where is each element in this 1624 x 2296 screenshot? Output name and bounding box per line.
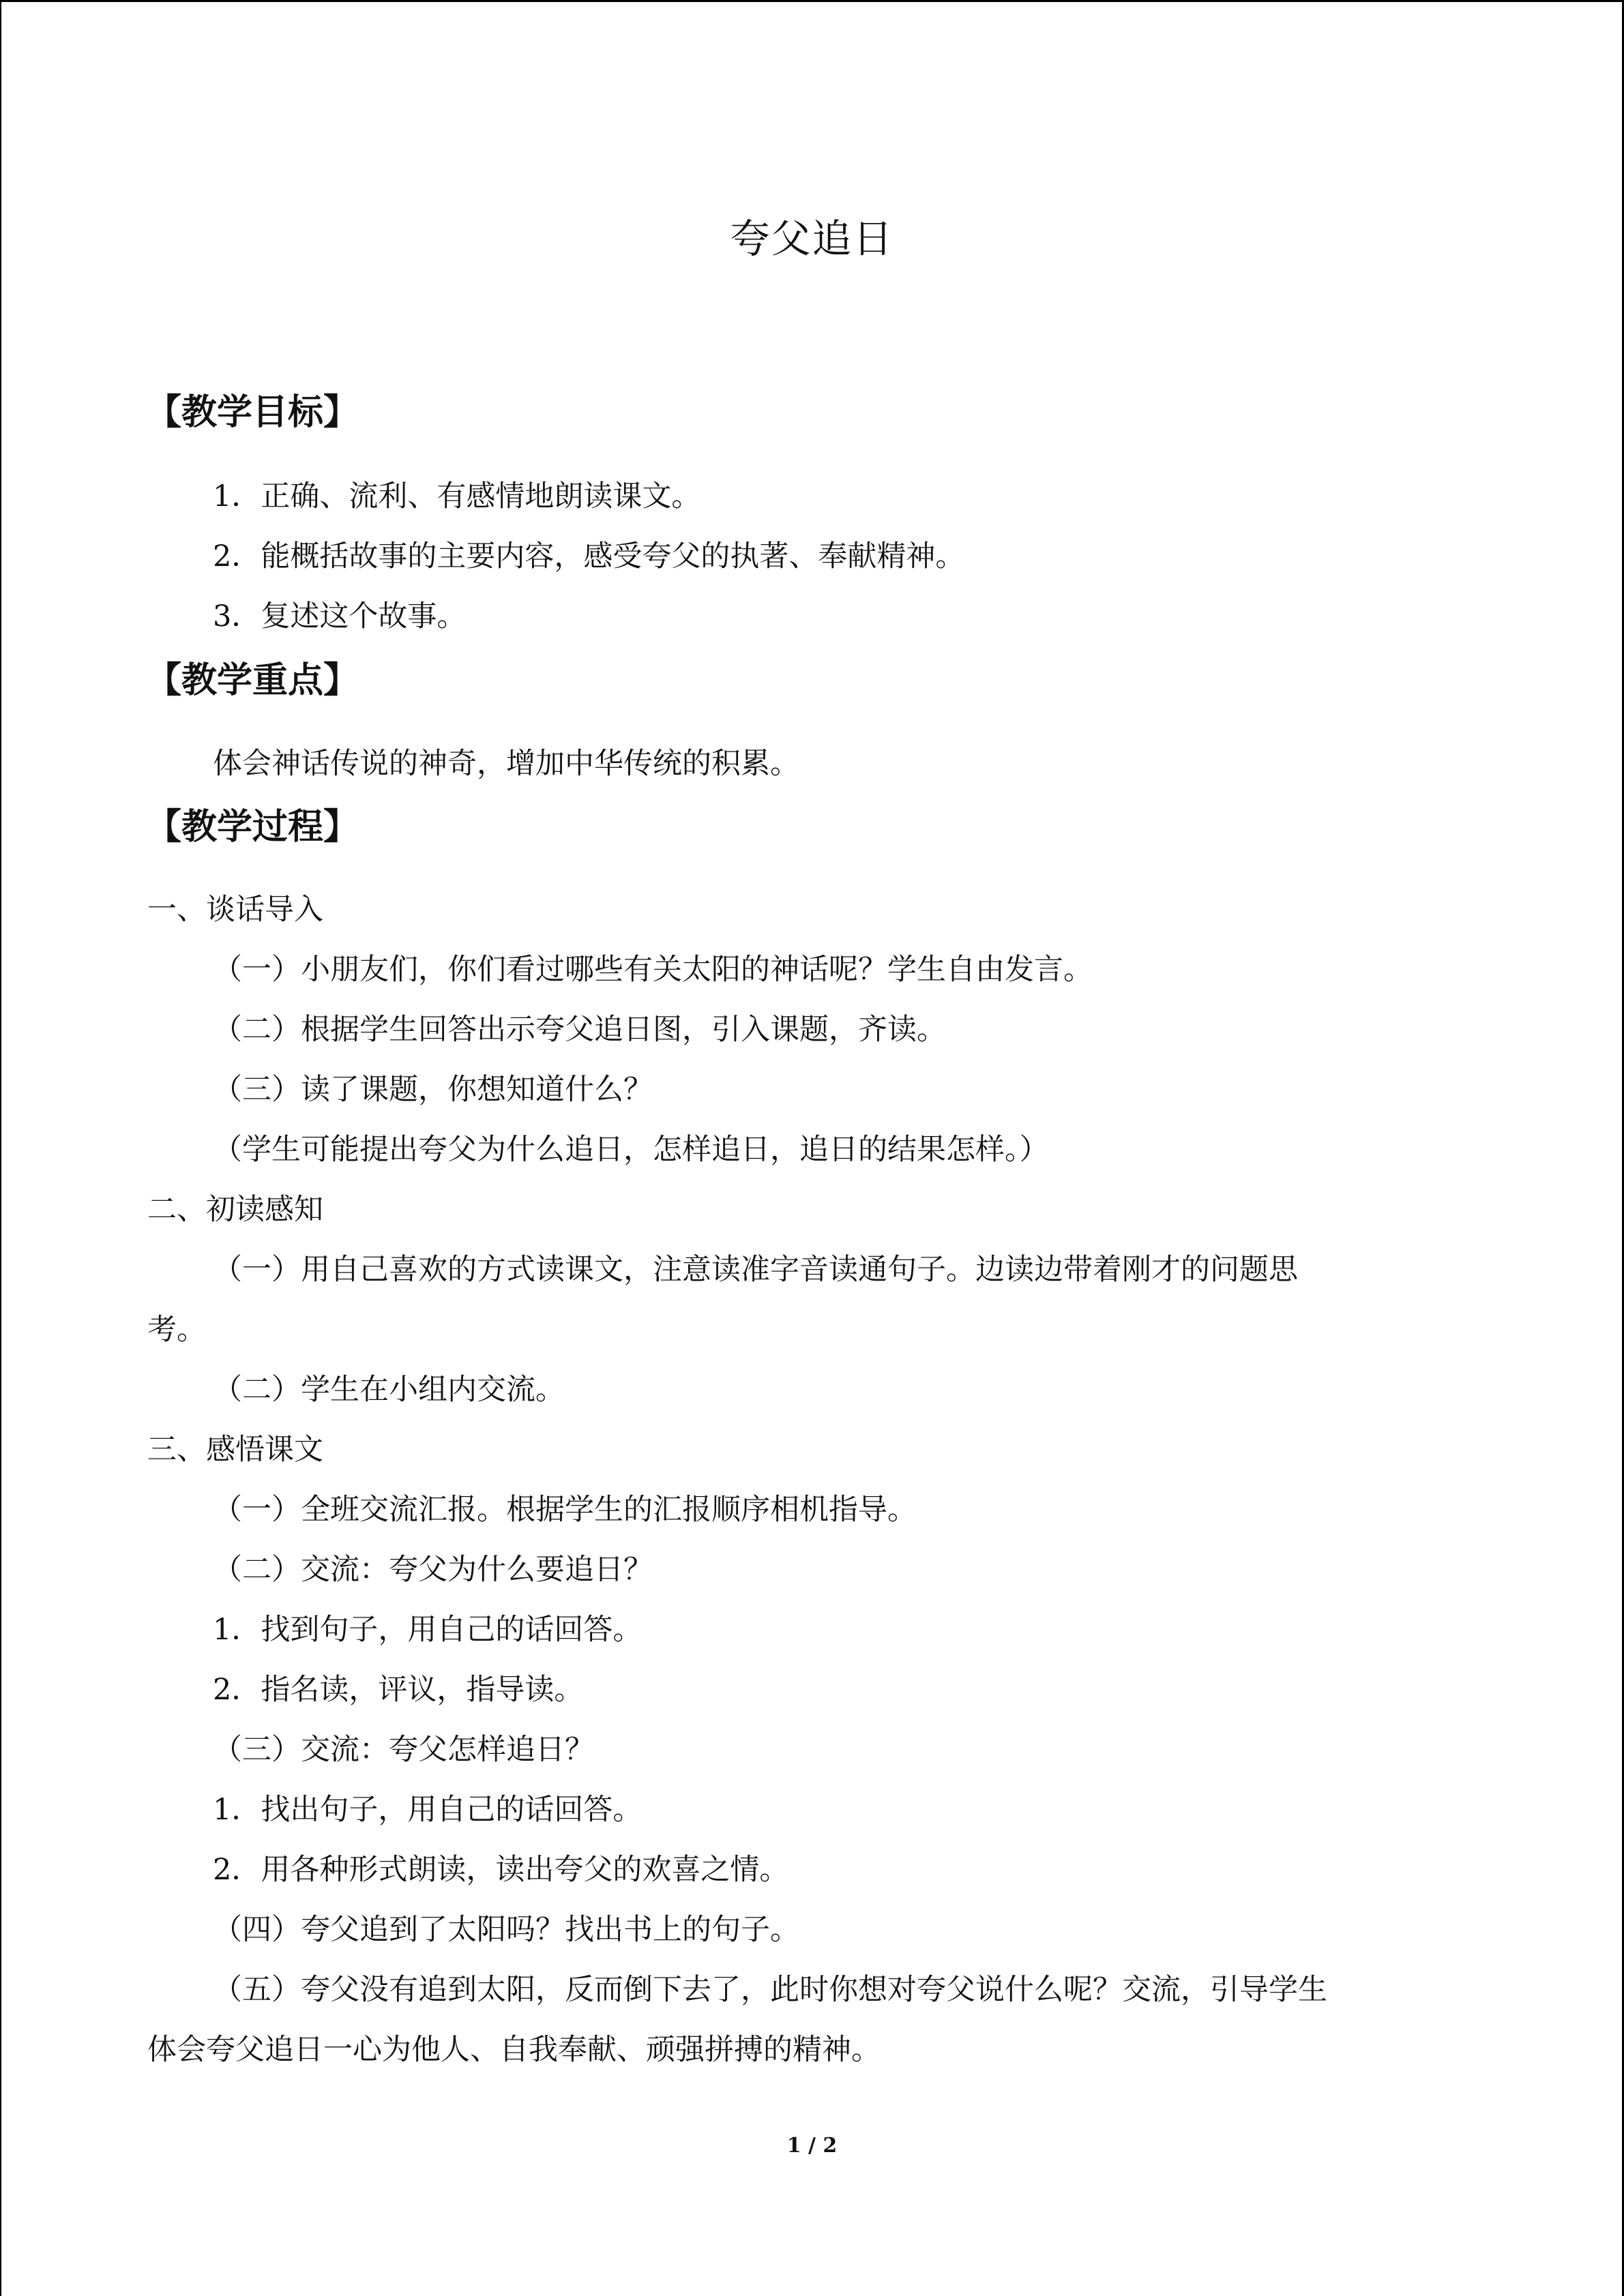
- process-line: 1．找出句子，用自己的话回答。: [213, 1793, 643, 1827]
- process-line-continuation: 体会夸父追日一心为他人、自我奉献、顽强拼搏的精神。: [147, 2033, 881, 2067]
- process-line: （二）交流：夸父为什么要追日？: [213, 1553, 653, 1587]
- key-points-heading: 【教学重点】: [146, 660, 359, 701]
- process-line: （二）学生在小组内交流。: [213, 1373, 565, 1407]
- process-line: （学生可能提出夸父为什么追日，怎样追日，追日的结果怎样。）: [213, 1133, 1049, 1167]
- left-border: [0, 0, 1, 2296]
- objective-item: 1．正确、流利、有感情地朗读课文。: [213, 479, 701, 513]
- objectives-heading: 【教学目标】: [146, 392, 359, 433]
- process-line: （五）夸父没有追到太阳，反而倒下去了，此时你想对夸父说什么呢？交流，引导学生: [213, 1973, 1327, 2007]
- process-line: 2．指名读，评议，指导读。: [213, 1673, 584, 1707]
- process-section-title: 一、谈话导入: [147, 893, 323, 927]
- process-line: （一）全班交流汇报。根据学生的汇报顺序相机指导。: [213, 1493, 917, 1527]
- process-line-continuation: 考。: [147, 1313, 206, 1347]
- process-line: （三）交流：夸父怎样追日？: [213, 1733, 594, 1767]
- process-line: （一）用自己喜欢的方式读课文，注意读准字音读通句子。边读边带着刚才的问题思: [213, 1253, 1298, 1287]
- process-heading: 【教学过程】: [146, 807, 359, 848]
- objective-item: 3．复述这个故事。: [213, 599, 467, 633]
- key-points-text: 体会神话传说的神奇，增加中华传统的积累。: [213, 747, 799, 781]
- top-border: [0, 0, 1624, 2]
- document-title: 夸父追日: [730, 215, 894, 262]
- process-line: （一）小朋友们，你们看过哪些有关太阳的神话呢？学生自由发言。: [213, 953, 1093, 987]
- page-number: 1 / 2: [786, 2134, 838, 2158]
- process-line: （二）根据学生回答出示夸父追日图，引入课题，齐读。: [213, 1013, 946, 1047]
- process-line: 1．找到句子，用自己的话回答。: [213, 1613, 643, 1647]
- process-section-title: 三、感悟课文: [147, 1433, 323, 1467]
- process-section-title: 二、初读感知: [147, 1193, 323, 1227]
- process-line: （四）夸父追到了太阳吗？找出书上的句子。: [213, 1913, 799, 1947]
- objective-item: 2．能概括故事的主要内容，感受夸父的执著、奉献精神。: [213, 539, 965, 573]
- process-line: 2．用各种形式朗读，读出夸父的欢喜之情。: [213, 1853, 789, 1887]
- process-line: （三）读了课题，你想知道什么？: [213, 1073, 653, 1107]
